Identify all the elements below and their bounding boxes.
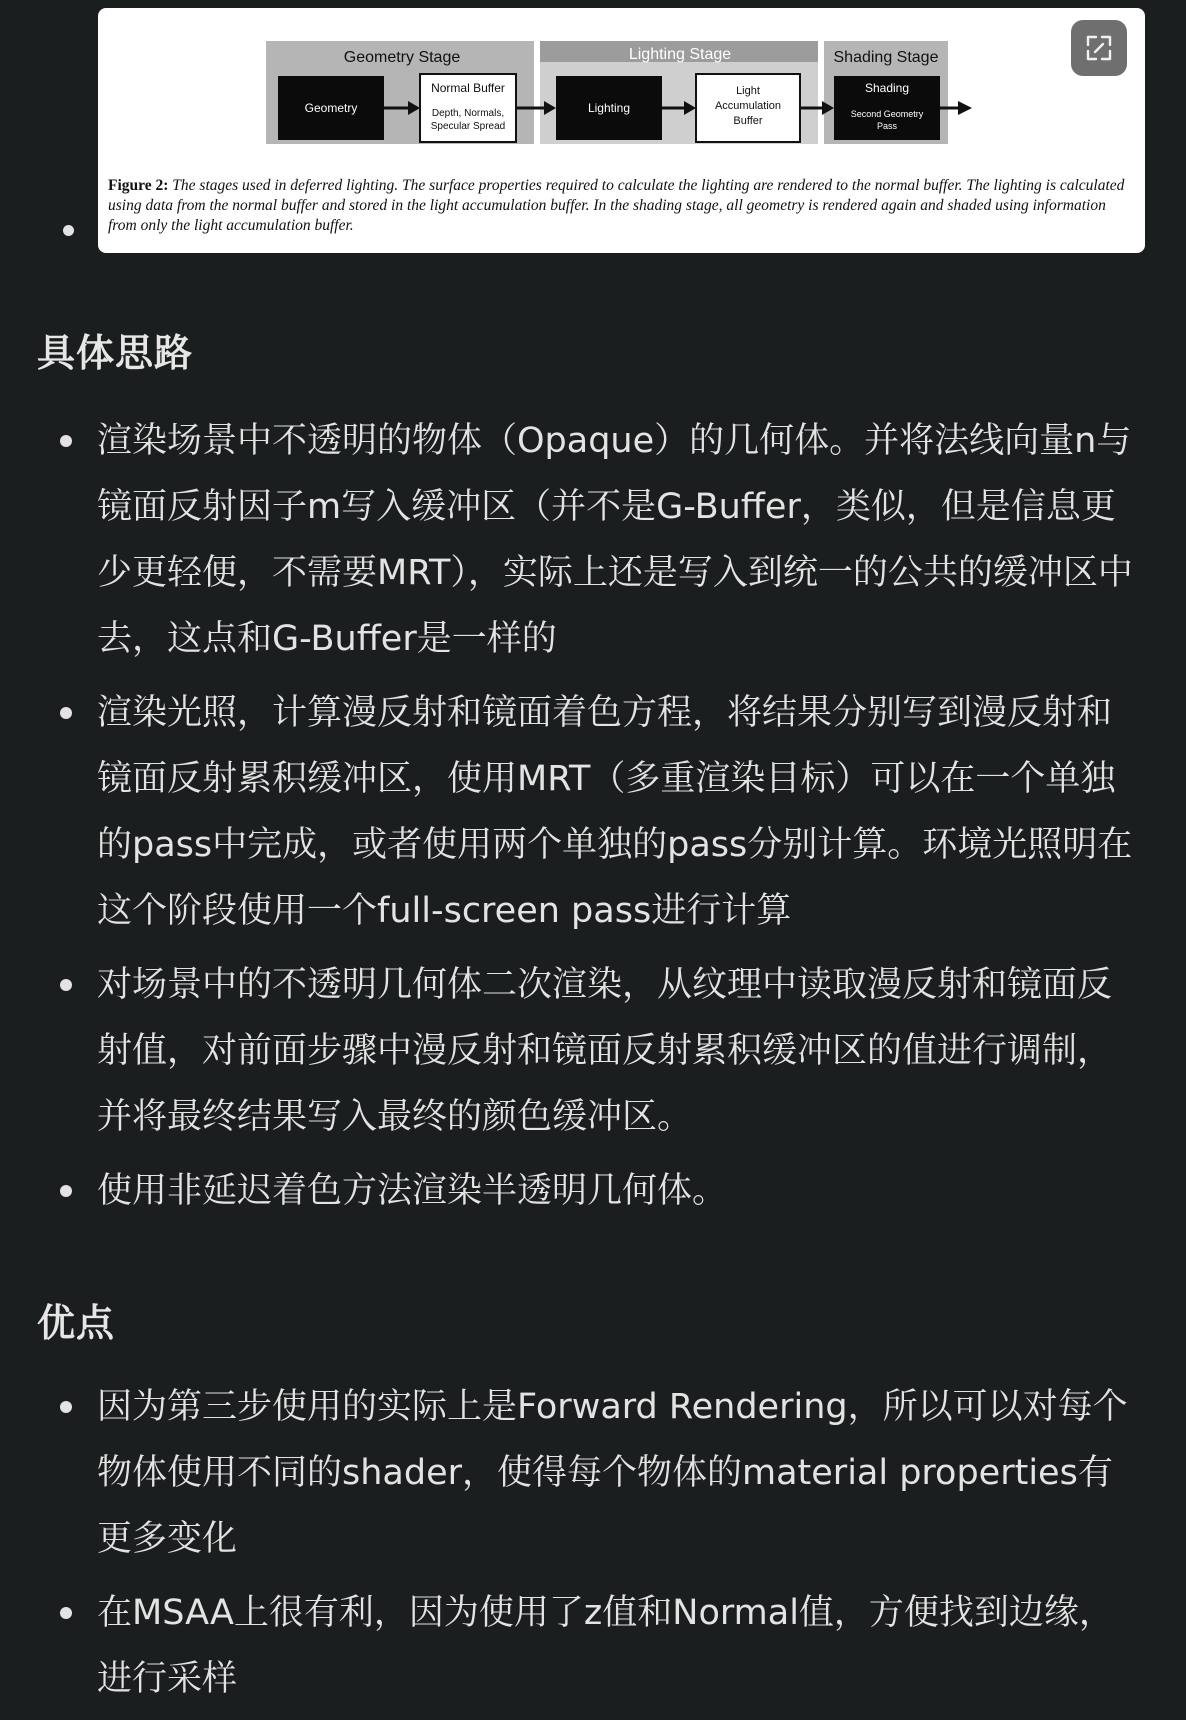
geometry-stage-label: Geometry Stage xyxy=(343,49,461,66)
bullet xyxy=(60,435,72,447)
list-item xyxy=(0,1158,1186,1224)
caption-label: Figure 2: xyxy=(108,177,169,194)
deferred-lighting-diagram xyxy=(98,8,1145,178)
geometry-box-label: Geometry xyxy=(304,101,358,115)
list-item-text: 渲染光照，计算漫反射和镜面着色方程，将结果分别写到漫反射和镜面反射累积缓冲区，使用MRT（多重渲染目标）可以在一个单独的pass中完成，或者使用两个单独的pass分别计算。环境光照明在这个阶段使用一个full-screen pass进行计算 xyxy=(97,693,1133,931)
list-item xyxy=(0,1374,1186,1572)
expand-image-button[interactable] xyxy=(1071,20,1127,76)
normal-buffer-sub2: Specular Spread xyxy=(430,121,506,132)
section-heading-approach: 具体思路 xyxy=(37,331,194,375)
bullet xyxy=(60,1607,72,1619)
approach-list xyxy=(0,408,1186,1232)
figure-image[interactable] xyxy=(98,8,1145,253)
bullet xyxy=(60,979,72,991)
list-item-text: 渲染场景中不透明的物体（Opaque）的几何体。并将法线向量n与镜面反射因子m写入缓冲区（并不是G-Buffer，类似，但是信息更少更轻便，不需要MRT），实际上还是写入到统一的公共的缓冲区中去，这点和G-Buffer是一样的 xyxy=(97,421,1133,659)
light-acc-line1: Light xyxy=(736,85,760,97)
bullet xyxy=(60,1401,72,1413)
shading-box-sub1: Second Geometry xyxy=(850,109,924,119)
normal-buffer-title: Normal Buffer xyxy=(431,81,505,95)
list-item-text: 因为第三步使用的实际上是Forward Rendering，所以可以对每个物体使用不同的shader，使得每个物体的material properties有更多变化 xyxy=(97,1387,1128,1559)
bullet xyxy=(60,1185,72,1197)
bullet xyxy=(63,225,74,236)
light-acc-line2: Accumulation xyxy=(714,100,782,112)
list-item xyxy=(0,1580,1186,1712)
list-item-text: 对场景中的不透明几何体二次渲染，从纹理中读取漫反射和镜面反射值，对前面步骤中漫反射和镜面反射累积缓冲区的值进行调制，并将最终结果写入最终的颜色缓冲区。 xyxy=(97,965,1113,1137)
normal-buffer-sub1: Depth, Normals, xyxy=(431,108,505,119)
section-heading-advantages: 优点 xyxy=(37,1301,116,1345)
list-item-text: 使用非延迟着色方法渲染半透明几何体。 xyxy=(97,1171,728,1211)
figure-caption xyxy=(108,176,1138,236)
advantages-list xyxy=(0,1374,1186,1720)
list-item xyxy=(0,680,1186,944)
lighting-box-label: Lighting xyxy=(587,101,631,115)
light-acc-line3: Buffer xyxy=(733,115,763,127)
list-item xyxy=(0,952,1186,1150)
figure-list-item xyxy=(0,0,1186,260)
shading-stage-label: Shading Stage xyxy=(833,49,939,66)
lighting-stage-label: Lighting Stage xyxy=(628,46,732,63)
expand-icon xyxy=(1085,34,1113,62)
list-item-text: 在MSAA上很有利，因为使用了z值和Normal值，方便找到边缘，进行采样 xyxy=(97,1593,1114,1699)
list-item xyxy=(0,408,1186,672)
bullet xyxy=(60,707,72,719)
shading-box-sub2: Pass xyxy=(876,121,898,131)
caption-text: The stages used in deferred lighting. The surface properties required to calculate the lighting are rendered to the normal buffer. The lighting is calculated using data from the normal buffer and stored in the light accumulation buffer. In the shading stage, all geometry is rendered again and shaded using information from only the light accumulation buffer. xyxy=(108,177,1125,234)
shading-box-title: Shading xyxy=(864,81,910,95)
